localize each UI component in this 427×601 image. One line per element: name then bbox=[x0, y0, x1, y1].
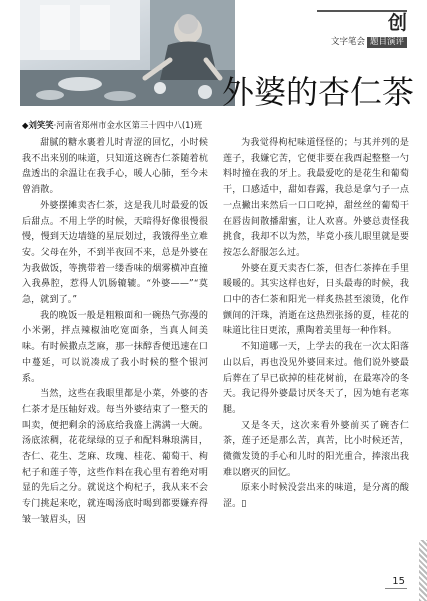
article-illustration bbox=[20, 0, 235, 106]
paragraph: 甜腻的糖水裹着儿时青涩的回忆，小时候我不出来别的味道，只知道这碗杏仁茶随着杭盘透出的余温让在我手心，暖人心肺，至今未曾消散。 bbox=[22, 138, 208, 196]
paragraph: 当然，这些在我眼里都是小菜，外婆的杏仁茶才是压轴好戏。每当外婆结束了一整天的叫卖，便把剩余的汤底给我盛上满满一大碗。汤底浓稠，花花绿绿的豆子和配料琳琅满目，杏仁、花生、芝麻、玫瑰、桂花、葡萄干、枸杞子和莲子等，这些作料在我心里有着绝对明显的先后之分。就说这个枸杞子，我从来不会专门挑起来吃，就连喝汤底时喝到都要嫌弃得皱一皱眉头，因 bbox=[22, 389, 208, 525]
byline-marker: ◆ bbox=[22, 120, 29, 130]
section-subtitle-prefix: 文字笔会 bbox=[330, 37, 365, 47]
paragraph: 外婆摆摊卖杏仁茶，这是我儿时最爱的饭后甜点。不用上学的时候，天暗得好像很慢很慢，慢到天边墙缝的星辰划过，我饿得坐立难安。父母在外，不到半夜回不来，总是外婆在为我做饭，等携带着一缕香味的烟雾横冲直撞入我鼻腔，惹得人饥肠辘辘。“外婆——”“莫急，就到了。” bbox=[22, 200, 208, 306]
edge-stripe-decoration bbox=[419, 540, 427, 601]
paragraph: 原来小时候没尝出来的味道，是分离的酸涩。▯ bbox=[223, 483, 409, 510]
article-byline bbox=[22, 120, 407, 131]
paragraph: 又是冬天，这次来看外婆前买了碗杏仁茶，莲子还是那么苦，真苦，比小时候还苦，微微发烫的手心和儿时的阳光重合，捧滚出我难以磨灭的回忆。 bbox=[223, 420, 409, 478]
article-title: 外婆的杏仁茶 bbox=[222, 73, 415, 111]
page-number: 15 bbox=[392, 576, 405, 587]
grandmother-cooking-icon bbox=[20, 0, 235, 106]
author-name: 刘笑笑 bbox=[28, 120, 54, 130]
paragraph: 为我觉得枸杞味道怪怪的；与其并列的是莲子，我嫌它苦，它便非要在我酉起整整一勺料时撞在我的牙上。我最爱吃的是花生和葡萄干，口感适中，甜如春露，我总是拿勺子一点一点撇出来然后一口口吃掉，甜丝丝的葡萄干在唇齿间散播甜蜜，让人欢喜。外婆总责怪我挑食，我却不以为然，毕竟小孩儿眼里就是要按怎么舒服怎么过。 bbox=[223, 138, 409, 258]
author-affiliation: ·河南省郑州市金水区第三十四中八(1)班 bbox=[53, 120, 203, 130]
section-char: 创 bbox=[387, 12, 407, 34]
section-label bbox=[331, 14, 407, 48]
section-subtitle bbox=[331, 37, 407, 48]
section-subtitle-tag: 题目演评 bbox=[367, 37, 407, 48]
paragraph: 不知道哪一天，上学去的我在一次太阳落山以后，再也没见外婆回来过。他们说外婆最后葬在了早已砍掉的桂花树前，在最寒冷的冬天。我记得外婆最讨厌冬天了，因为她有老寒腿。 bbox=[223, 342, 409, 415]
page-number-rule bbox=[385, 588, 407, 589]
text-column-right bbox=[223, 136, 409, 513]
paragraph: 我的晚饭一般是粗粮面和一碗热气弥漫的小米粥，拌点辣椒油吃宽面条，当真人间美味。有时候撒点芝麻，那一抹醇香便迅速在口中蔓延，可以说凑成了我小时候的整个银河系。 bbox=[22, 310, 208, 384]
text-column-left bbox=[22, 136, 208, 529]
paragraph: 外婆在夏天卖杏仁茶，但杏仁茶捧在手里暖暖的。其实这样也好，日头最毒的时候，我口中的杏仁茶和阳光一样炙热甚至滚烫，化作颤间的汗珠，消逝在这热烈张扬的夏，桂花的味道比往日更浓，熏陶着美里每一种作料。 bbox=[223, 263, 409, 337]
